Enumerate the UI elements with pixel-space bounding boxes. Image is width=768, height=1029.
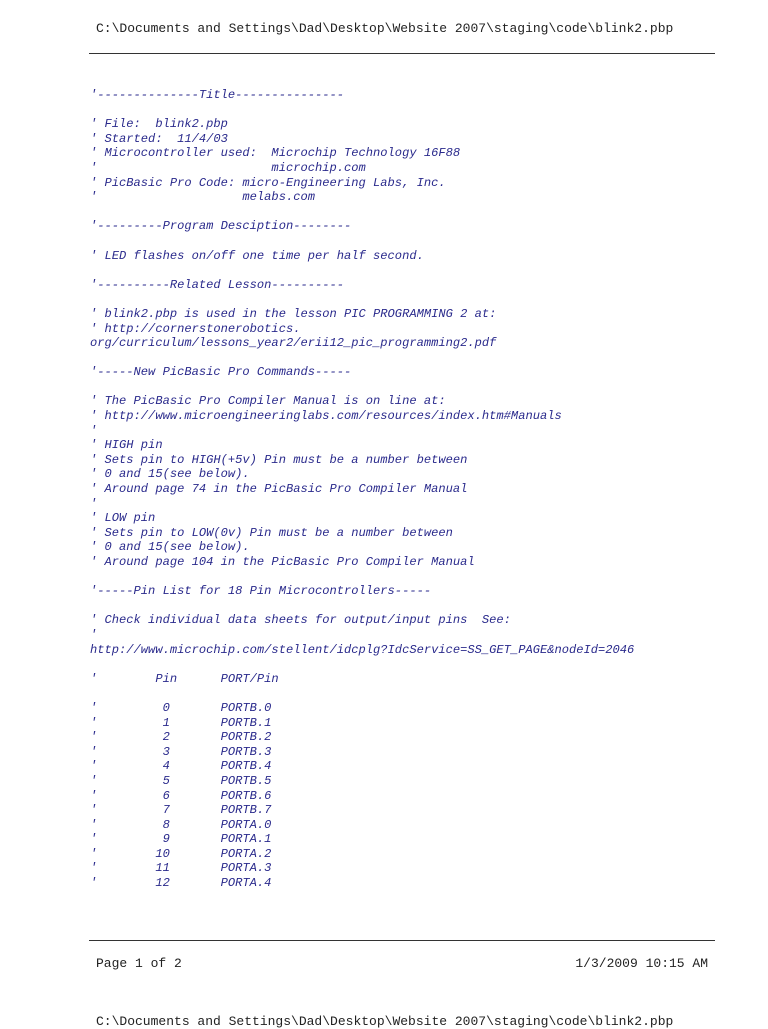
code-line: '-----Pin List for 18 Pin Microcontrollers-----	[90, 584, 432, 599]
next-page-header-path: C:\Documents and Settings\Dad\Desktop\Website 2007\staging\code\blink2.pbp	[96, 1014, 674, 1029]
code-line: ' The PicBasic Pro Compiler Manual is on line at:	[90, 394, 446, 409]
code-line	[90, 686, 634, 701]
code-line: ' Around page 104 in the PicBasic Pro Compiler Manual	[90, 555, 475, 569]
page-number: Page 1 of 2	[96, 956, 182, 971]
code-line: ' 6 PORTB.6	[90, 788, 272, 803]
code-line: '--------------Title---------------	[90, 88, 345, 102]
code-line: ' microchip.com	[90, 160, 366, 175]
code-line: ' Started: 11/4/03	[90, 131, 228, 146]
code-line: '	[90, 627, 98, 642]
code-line: ' 10 PORTA.2	[90, 846, 272, 861]
code-line: ' LED flashes on/off one time per half second.	[90, 248, 424, 263]
code-line	[90, 380, 634, 395]
code-line: ' HIGH pin	[90, 438, 163, 453]
code-line: ' Pin PORT/Pin	[90, 671, 279, 686]
code-line: ' melabs.com	[90, 190, 315, 205]
code-line: '---------Program Desciption--------	[90, 219, 352, 234]
code-line: '-----New PicBasic Pro Commands-----	[90, 365, 352, 380]
header-divider	[89, 53, 715, 54]
print-date: 1/3/2009 10:15 AM	[575, 956, 708, 971]
code-line: '----------Related Lesson----------	[90, 277, 345, 292]
code-line: ' 12 PORTA.4	[90, 876, 272, 891]
code-line	[90, 599, 634, 614]
code-line: ' 11 PORTA.3	[90, 861, 272, 876]
code-line: ' Microcontroller used: Microchip Technology 16F88	[90, 146, 461, 161]
code-line: '	[90, 496, 98, 511]
code-line: ' 9 PORTA.1	[90, 832, 272, 847]
footer-divider	[89, 940, 715, 941]
code-line: ' http://www.microengineeringlabs.com/resources/index.htm#Manuals	[90, 409, 562, 424]
code-line	[90, 205, 634, 220]
code-line: ' blink2.pbp is used in the lesson PIC PROGRAMMING 2 at:	[90, 306, 497, 321]
source-code-listing	[90, 88, 634, 891]
code-line	[90, 292, 634, 307]
code-line: ' Sets pin to HIGH(+5v) Pin must be a number between	[90, 452, 468, 467]
code-line: ' Sets pin to LOW(0v) Pin must be a number between	[90, 525, 453, 540]
document-header-path: C:\Documents and Settings\Dad\Desktop\Website 2007\staging\code\blink2.pbp	[96, 21, 674, 36]
code-line: ' PicBasic Pro Code: micro-Engineering Labs, Inc.	[90, 175, 446, 190]
code-line	[90, 351, 634, 366]
code-line: ' Check individual data sheets for output/input pins See:	[90, 613, 511, 628]
code-line: ' http://cornerstonerobotics.	[90, 321, 301, 336]
code-line: ' File: blink2.pbp	[90, 117, 228, 132]
code-line: ' 2 PORTB.2	[90, 730, 272, 745]
code-line: ' 0 PORTB.0	[90, 700, 272, 715]
code-line: ' 8 PORTA.0	[90, 817, 272, 832]
code-line: ' 0 and 15(see below).	[90, 540, 250, 555]
code-line: ' 5 PORTB.5	[90, 773, 272, 788]
code-line: ' Around page 74 in the PicBasic Pro Compiler Manual	[90, 482, 468, 497]
code-line	[90, 234, 634, 249]
code-line: ' 7 PORTB.7	[90, 803, 272, 818]
code-line: ' LOW pin	[90, 511, 156, 526]
code-line: http://www.microchip.com/stellent/idcplg?IdcService=SS_GET_PAGE&nodeId=2046	[90, 642, 635, 657]
code-line	[90, 657, 634, 672]
code-line: ' 4 PORTB.4	[90, 759, 272, 774]
code-line: '	[90, 423, 98, 438]
code-line	[90, 570, 634, 585]
code-line: org/curriculum/lessons_year2/erii12_pic_programming2.pdf	[90, 336, 497, 351]
code-line: ' 3 PORTB.3	[90, 744, 272, 759]
code-line: ' 1 PORTB.1	[90, 715, 272, 730]
code-line	[90, 263, 634, 278]
code-line	[90, 103, 634, 118]
code-line: ' 0 and 15(see below).	[90, 467, 250, 482]
